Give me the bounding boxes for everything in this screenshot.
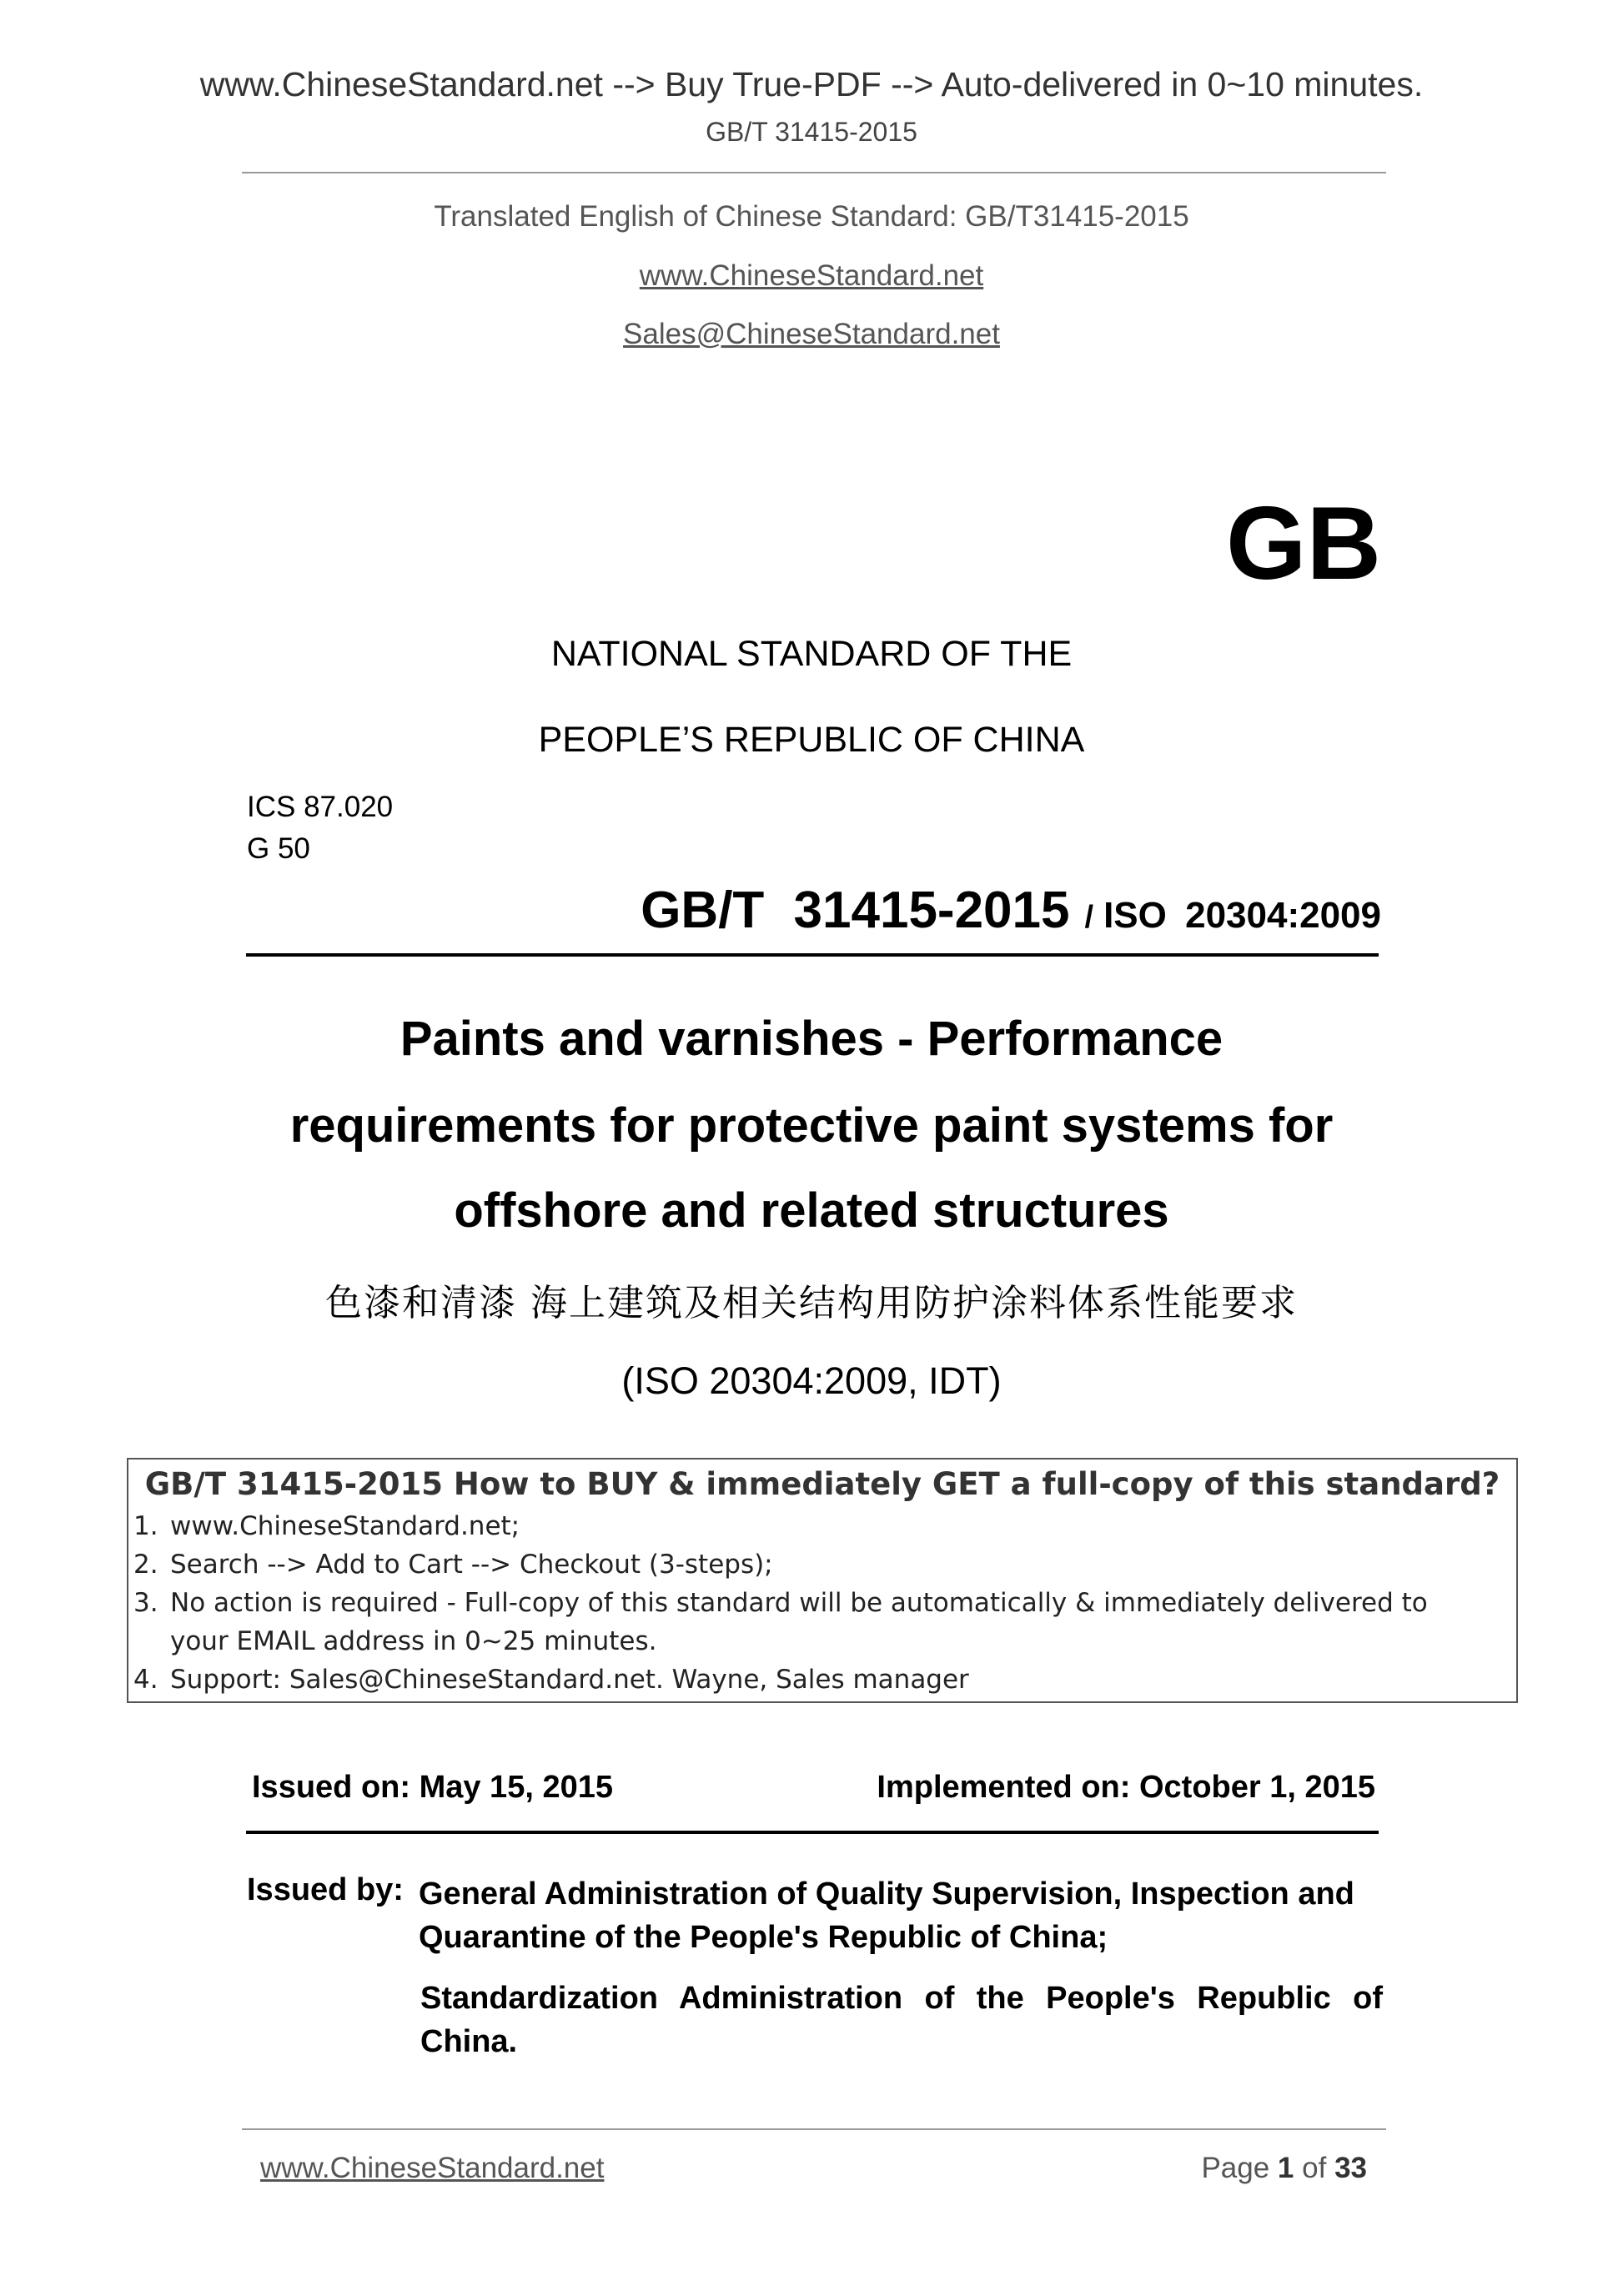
buy-step-number: 3. <box>133 1588 158 1618</box>
gb-logo: GB <box>1226 486 1381 601</box>
translation-note: Translated English of Chinese Standard: GB/T31415-2015 <box>434 200 1189 233</box>
iso-equivalence: (ISO 20304:2009, IDT) <box>621 1359 1002 1402</box>
buy-step-text: Search --> Add to Cart --> Checkout (3-steps); <box>170 1550 773 1580</box>
buy-step-number: 4. <box>133 1665 158 1695</box>
buy-step-text: No action is required - Full-copy of this standard will be automatically & immediately delivered to <box>170 1588 1428 1618</box>
footer-website-link[interactable]: www.ChineseStandard.net <box>260 2152 605 2184</box>
standard-number-divider <box>246 953 1379 957</box>
issued-on-date: Issued on: May 15, 2015 <box>252 1770 613 1805</box>
buy-step-text: Support: Sales@ChineseStandard.net. Wayne, Sales manager <box>170 1665 969 1695</box>
buy-step-3-continued <box>170 1626 656 1656</box>
title-line1: Paints and varnishes - Performance <box>399 1012 1224 1066</box>
header-standard-code: GB/T 31415-2015 <box>706 117 917 147</box>
buy-step-1 <box>133 1511 520 1541</box>
issued-by-label: Issued by: <box>247 1872 404 1907</box>
buy-step-number: 1. <box>133 1511 158 1541</box>
standard-number: GB/T 31415-2015 <box>641 882 1070 939</box>
issuer-aqsiq: General Administration of Quality Supervision, Inspection and Quarantine of the People's Republic of China; <box>419 1876 1354 1955</box>
buy-step-number: 2. <box>133 1550 158 1580</box>
title-line2: requirements for protective paint systems for <box>289 1098 1334 1153</box>
ics-code: ICS 87.020 <box>247 791 394 823</box>
dates-divider <box>246 1831 1379 1834</box>
buy-step-4 <box>133 1665 969 1695</box>
chinese-title: 色漆和清漆 海上建筑及相关结构用防护涂料体系性能要求 <box>325 1282 1298 1324</box>
page-total: 33 <box>1334 2152 1367 2184</box>
footer-divider <box>242 2128 1386 2130</box>
standard-number-line <box>641 881 1381 940</box>
issuer-sac: Standardization Administration of the People's Republic of China. <box>420 1981 1383 2059</box>
buy-step-2 <box>133 1550 773 1580</box>
title-line3: offshore and related structures <box>454 1183 1169 1238</box>
standard-slash: / <box>1084 900 1094 935</box>
top-banner: www.ChineseStandard.net --> Buy True-PDF --> Auto-delivered in 0~10 minutes. <box>199 65 1424 103</box>
national-standard-line2: PEOPLE’S REPUBLIC OF CHINA <box>538 720 1085 760</box>
ccs-code: G 50 <box>247 832 310 865</box>
website-link[interactable]: www.ChineseStandard.net <box>639 259 984 292</box>
page-current: 1 <box>1277 2152 1294 2184</box>
implemented-on-date: Implemented on: October 1, 2015 <box>877 1770 1375 1805</box>
page-of: of <box>1302 2152 1327 2184</box>
buy-step-3 <box>133 1588 1428 1618</box>
buy-step-text: your EMAIL address in 0~25 minutes. <box>170 1626 657 1656</box>
sales-email-link[interactable]: Sales@ChineseStandard.net <box>623 318 1000 350</box>
header-divider <box>242 172 1386 173</box>
buy-step-text[interactable]: www.ChineseStandard.net; <box>170 1511 520 1541</box>
national-standard-line1: NATIONAL STANDARD OF THE <box>550 634 1073 674</box>
buy-instructions-box <box>127 1458 1518 1703</box>
iso-number: ISO 20304:2009 <box>1103 895 1381 936</box>
buy-box-title: GB/T 31415-2015 How to BUY & immediately GET a full-copy of this standard? <box>144 1466 1500 1502</box>
page-number <box>1201 2152 1367 2185</box>
page-prefix: Page <box>1201 2152 1270 2184</box>
